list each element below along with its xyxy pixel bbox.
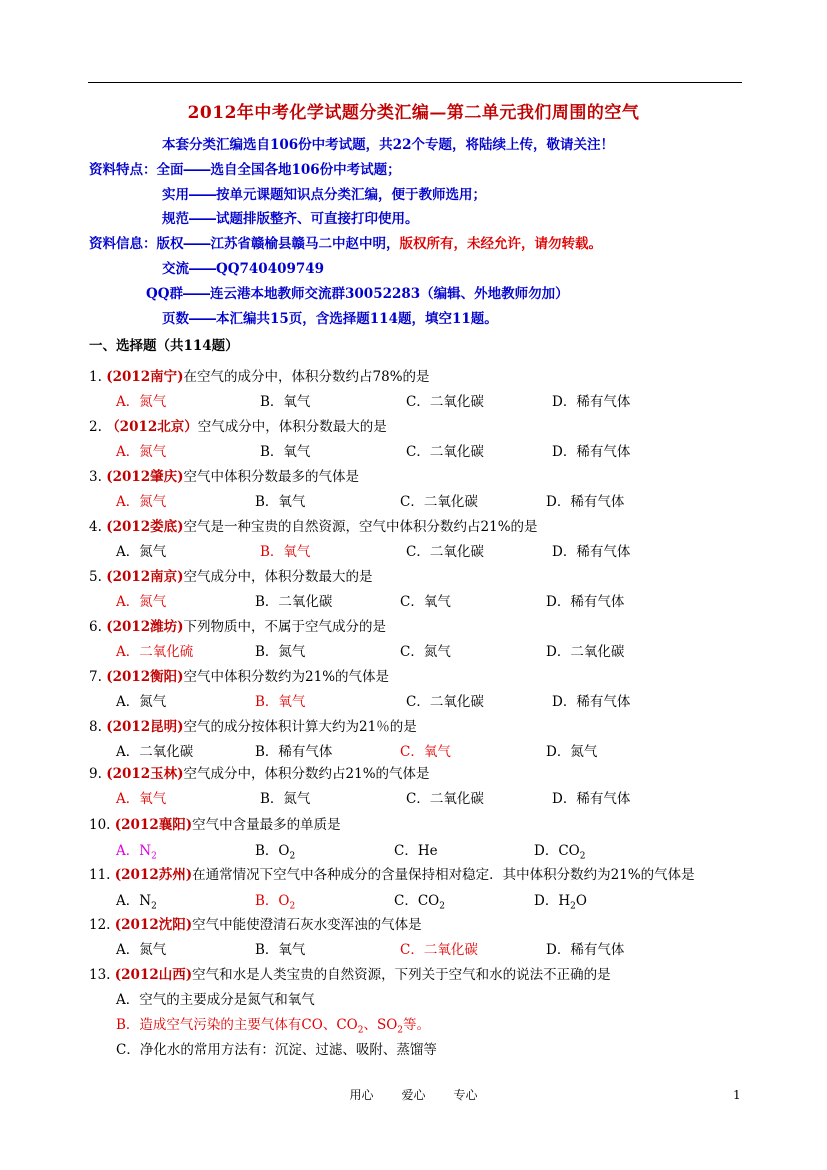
question-number: 12. xyxy=(89,917,111,933)
qq-group-line xyxy=(146,285,569,303)
question-source: (2012玉林) xyxy=(106,766,184,782)
footer-item: 专心 xyxy=(453,1088,478,1102)
contact-line: 交流――QQ740409749 xyxy=(162,261,325,277)
option-c: C．二氧化碳 xyxy=(406,394,484,410)
question-source: （2012北京） xyxy=(106,419,198,435)
question-source: (2012娄底) xyxy=(106,519,184,535)
option-d: D．稀有气体 xyxy=(552,444,631,460)
question-stem: 空气成分中，体积分数约占21%的气体是 xyxy=(183,766,430,782)
option-a: A．氮气 xyxy=(116,694,167,710)
question-source: (2012苏州) xyxy=(114,867,193,883)
question-source: (2012山西) xyxy=(114,967,193,983)
copyright-text: 版权――江苏省赣榆县赣马二中赵中明， xyxy=(156,236,400,252)
question-3 xyxy=(89,468,359,486)
option-d: D．稀有气体 xyxy=(546,942,625,958)
question-source: (2012南宁) xyxy=(106,369,184,385)
question-number: 1. xyxy=(89,369,102,385)
option-b: B．氧气 xyxy=(255,494,306,510)
option-b: B．造成空气污染的主要气体有CO、$CO_2$、$SO_2$等。 xyxy=(116,1017,431,1036)
question-source: (2012沈阳) xyxy=(114,917,193,933)
question-number: 6. xyxy=(89,619,102,635)
question-11 xyxy=(89,866,695,884)
option-b: B．$O_2$ xyxy=(255,893,296,912)
question-stem: 空气中体积分数约为21%的气体是 xyxy=(183,669,390,685)
question-number: 2. xyxy=(89,419,102,435)
option-a: A．$N_2$ xyxy=(116,843,157,862)
option-c: C．二氧化碳 xyxy=(400,942,478,958)
option-a: A．二氧化硫 xyxy=(116,644,194,660)
option-b: B．氮气 xyxy=(260,791,311,807)
question-source: (2012衡阳) xyxy=(106,669,184,685)
footer-item: 爱心 xyxy=(401,1088,426,1102)
question-number: 7. xyxy=(89,669,102,685)
features-label: 资料特点： xyxy=(89,162,157,178)
option-a: A．氮气 xyxy=(116,942,167,958)
option-c: C．氧气 xyxy=(400,744,451,760)
option-c: C．净化水的常用方法有：沉淀、过滤、吸附、蒸馏等 xyxy=(116,1042,437,1058)
question-number: 13. xyxy=(89,967,111,983)
option-c: C．二氧化碳 xyxy=(406,791,484,807)
question-4 xyxy=(89,518,538,536)
intro-line: 本套分类汇编选自106份中考试题，共22个专题，将陆续上传，敬请关注！ xyxy=(162,137,614,153)
section-heading: 一、选择题（共114题） xyxy=(89,338,239,354)
question-source: (2012襄阳) xyxy=(114,817,193,833)
option-a: A．空气的主要成分是氮气和氧气 xyxy=(116,992,315,1008)
footer-item: 用心 xyxy=(349,1088,374,1102)
question-stem: 空气是一种宝贵的自然资源，空气中体积分数约占21%的是 xyxy=(183,519,538,535)
option-d: D．二氧化碳 xyxy=(546,644,625,660)
copyright-warning: 版权所有，未经允许，请勿转载。 xyxy=(399,236,602,252)
qq-group-text: QQ群――连云港本地教师交流群30052283（编辑、外地教师勿加） xyxy=(146,286,569,302)
question-7 xyxy=(89,668,389,686)
option-a: A．氮气 xyxy=(116,544,167,560)
feature-item: 实用――按单元课题知识点分类汇编，便于教师选用； xyxy=(162,187,486,203)
info-line-1 xyxy=(89,235,602,253)
question-5 xyxy=(89,568,373,586)
question-stem: 在空气的成分中，体积分数约占78%的是 xyxy=(183,369,430,385)
feature-item: 规范――试题排版整齐、可直接打印使用。 xyxy=(162,211,419,227)
page-title: 2012年中考化学试题分类汇编—第二单元我们周围的空气 xyxy=(187,103,640,123)
question-stem: 空气中能使澄清石灰水变浑浊的气体是 xyxy=(192,917,422,933)
option-b: B．$O_2$ xyxy=(255,843,296,862)
option-d: D．稀有气体 xyxy=(552,394,631,410)
option-a: A．二氧化碳 xyxy=(116,744,194,760)
option-d: D．$CO_2$ xyxy=(534,843,586,862)
option-b: B．氧气 xyxy=(255,694,306,710)
option-a: A．$N_2$ xyxy=(116,893,157,912)
option-a: A．氮气 xyxy=(116,444,167,460)
question-stem: 空气和水是人类宝贵的自然资源，下列关于空气和水的说法不正确的是 xyxy=(192,967,611,983)
question-13 xyxy=(89,966,611,984)
question-6 xyxy=(89,618,386,636)
question-stem: 空气中体积分数最多的气体是 xyxy=(183,469,360,485)
feature-item: 全面――选自全国各地106份中考试题； xyxy=(156,162,401,178)
option-b: B．氧气 xyxy=(260,544,311,560)
option-b: B．稀有气体 xyxy=(255,744,333,760)
pages-line: 页数――本汇编共15页，含选择题114题，填空11题。 xyxy=(162,311,498,327)
option-d: D．稀有气体 xyxy=(552,791,631,807)
question-source: (2012潍坊) xyxy=(106,619,184,635)
header-rule xyxy=(88,82,742,83)
question-number: 9. xyxy=(89,766,102,782)
option-b: B．二氧化碳 xyxy=(255,594,333,610)
option-d: D．稀有气体 xyxy=(552,694,631,710)
page-footer xyxy=(0,1086,827,1103)
question-2 xyxy=(89,418,387,436)
question-number: 3. xyxy=(89,469,102,485)
option-d: D．稀有气体 xyxy=(546,494,625,510)
question-stem: 在通常情况下空气中各种成分的含量保持相对稳定．其中体积分数约为21%的气体是 xyxy=(192,867,695,883)
option-a: A．氧气 xyxy=(116,791,167,807)
question-number: 8. xyxy=(89,719,102,735)
question-stem: 空气成分中，体积分数最大的是 xyxy=(183,569,373,585)
question-stem: 空气中含量最多的单质是 xyxy=(192,817,341,833)
option-c: C．$CO_2$ xyxy=(394,893,445,912)
option-b: B．氮气 xyxy=(255,644,306,660)
option-c: C．二氧化碳 xyxy=(400,494,478,510)
question-source: (2012肇庆) xyxy=(106,469,184,485)
option-d: D．稀有气体 xyxy=(546,594,625,610)
option-d: D．$H_2O$ xyxy=(534,893,587,912)
page-number: 1 xyxy=(733,1088,741,1102)
question-8 xyxy=(89,718,417,736)
option-a: A．氮气 xyxy=(116,494,167,510)
option-b: B．氧气 xyxy=(260,444,311,460)
option-c: C．二氧化碳 xyxy=(406,544,484,560)
option-a: A．氮气 xyxy=(116,594,167,610)
question-stem: 空气成分中，体积分数最大的是 xyxy=(197,419,387,435)
option-b: B．氧气 xyxy=(255,942,306,958)
question-10 xyxy=(89,816,341,834)
question-stem: 空气的成分按体积计算大约为21％的是 xyxy=(183,719,417,735)
question-number: 4. xyxy=(89,519,102,535)
option-d: D．氮气 xyxy=(546,744,598,760)
option-a: A．氮气 xyxy=(116,394,167,410)
features-line-1 xyxy=(89,161,401,179)
question-number: 11. xyxy=(89,867,111,883)
question-source: (2012南京) xyxy=(106,569,184,585)
question-number: 5. xyxy=(89,569,102,585)
question-number: 10. xyxy=(89,817,111,833)
question-9 xyxy=(89,765,430,783)
info-label: 资料信息： xyxy=(89,236,157,252)
question-12 xyxy=(89,916,422,934)
option-d: D．稀有气体 xyxy=(552,544,631,560)
option-b: B．氧气 xyxy=(260,394,311,410)
question-1 xyxy=(89,368,430,386)
option-c: C．氧气 xyxy=(400,594,451,610)
option-c: C．氮气 xyxy=(400,644,451,660)
question-source: (2012昆明) xyxy=(106,719,184,735)
option-c: C．He xyxy=(394,843,438,859)
option-c: C．二氧化碳 xyxy=(406,694,484,710)
option-c: C．二氧化碳 xyxy=(406,444,484,460)
question-stem: 下列物质中，不属于空气成分的是 xyxy=(183,619,387,635)
